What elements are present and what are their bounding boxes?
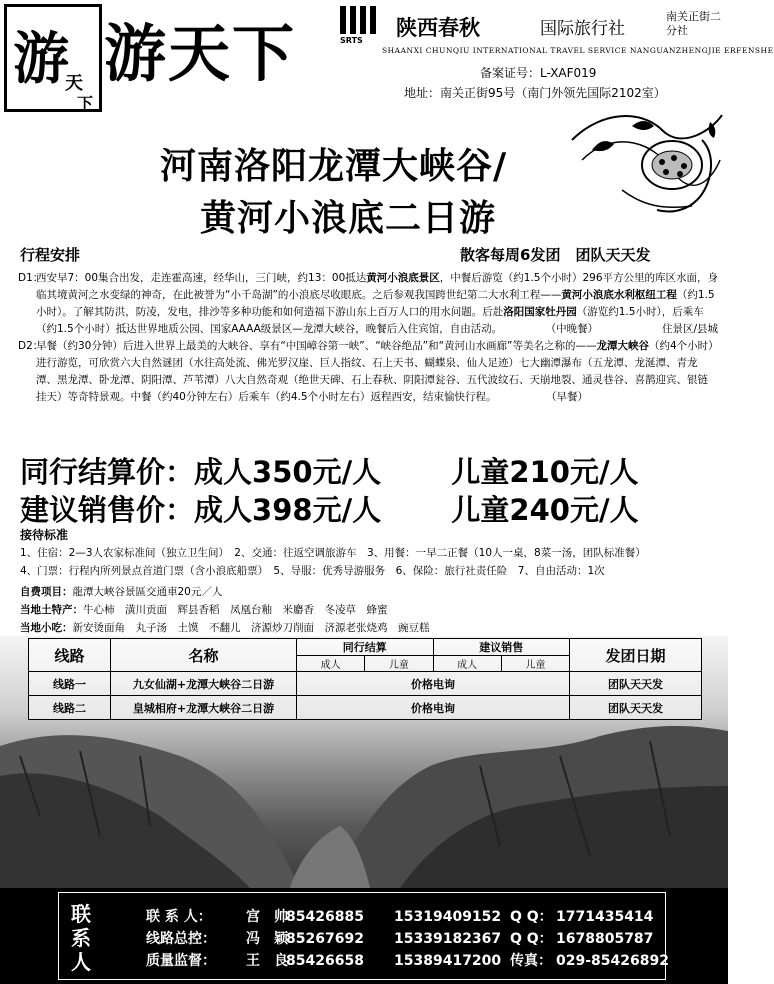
day-1-highlight-1: 黄河小浪底景区: [366, 272, 440, 284]
slogan: 游天下: [104, 17, 297, 90]
th-retail-adult: 成人: [433, 656, 501, 672]
standards-line-1: 1、住宿：2—3人农家标准间（独立卫生间） 2、交通：往返空调旅游车 3、用餐：一早二正餐（10人一桌，8菜一汤，团队标准餐）: [20, 547, 646, 559]
th-retail-child: 儿童: [501, 656, 569, 672]
org-branch: 南关正街二分社: [666, 10, 721, 37]
contact-role: 线路总控：: [146, 931, 216, 947]
contact-label: [66, 902, 96, 974]
title-line-1: 河南洛阳龙潭大峡谷/: [160, 146, 508, 187]
itinerary: [18, 270, 718, 406]
contact-row: [146, 906, 653, 926]
contact-phone: 85426885: [286, 909, 364, 925]
th-trade-adult: 成人: [297, 656, 365, 672]
org-type: 国际旅行社: [540, 19, 625, 39]
contact-extra-label: 传真：: [510, 953, 552, 969]
itinerary-header: 行程安排: [20, 246, 81, 264]
cell-name: 九女仙湖+龙潭大峡谷二日游: [111, 672, 297, 696]
table-row: [29, 672, 702, 696]
contact-label-char: 联: [71, 902, 91, 926]
itinerary-day-2: [18, 338, 718, 406]
self-pay-items: [20, 584, 222, 599]
day-1-meals: （中晚餐）: [545, 323, 599, 335]
departure-info: 散客每周6发团 团队天天发: [460, 246, 651, 264]
adult-trade-price: 350: [252, 455, 313, 489]
itinerary-day-1: [18, 270, 718, 338]
cell-date: 团队天天发: [570, 672, 702, 696]
day-2-text: 早餐（约30分钟）后进入世界上最美的大峡谷、享有“中国嶂谷第一峡”、“峡谷绝品”和“黄河山水画廊”等美名之称的——: [36, 340, 597, 352]
cell-price: 价格电询: [297, 672, 570, 696]
day-1-text: 西安早7：00集合出发，走连霍高速，经华山，三门峡，约13：00抵达: [36, 272, 367, 284]
header: [0, 0, 774, 118]
contact-mobile: 15339182367: [394, 931, 502, 947]
cell-route: 线路一: [29, 672, 111, 696]
th-date: 发团日期: [570, 639, 702, 672]
contact-mobile: 15389417200: [394, 953, 502, 969]
contact-row: [146, 928, 653, 948]
child-trade-price: 210: [509, 455, 570, 489]
contact-name: 冯 颖: [246, 931, 288, 947]
th-retail: 建议销售: [433, 639, 570, 656]
contact-label-char: 系: [71, 926, 91, 950]
contact-extra-value: 1678805787: [556, 931, 654, 947]
contact-name: 宫 帅: [246, 909, 288, 925]
trade-price-label: 同行结算价：: [20, 455, 195, 489]
trade-price-line: [20, 450, 639, 491]
license-number: 备案证号：L-XAF019: [480, 66, 597, 80]
company-logo-icon: [340, 6, 380, 46]
day-2-text-2: （约4个小时）进行游览，可欣赏六大自然谜团（水往高处流、佛光罗汉崖、巨人指纹、石上天书、蝴蝶泉、仙人足迹）七大幽潭瀑布（五龙潭、龙涎潭、青龙潭、黑龙潭、卧龙潭、阴阳潭、芦苇潭）八大自然奇观（绝世天碑、石上春秋、阴阳潭瓮谷、五代波纹石、天崩地裂、通灵巷谷、喜鹊迎宾、银链挂天）等奇特景观。中餐（约40分钟左右）后乘车（约4.5个小时左右）返程西安，结束愉快行程。: [36, 340, 714, 403]
local-snacks-label: 当地小吃：: [20, 622, 73, 634]
standards-header: 接待标准: [20, 528, 69, 542]
day-1-label: D1：: [18, 272, 44, 284]
contact-extra-value: 1771435414: [556, 909, 654, 925]
day-2-meals: （早餐）: [546, 391, 588, 403]
contact-row: [146, 950, 669, 970]
local-products: [20, 602, 388, 617]
logo-text: SRTS: [340, 36, 363, 45]
contact-role: 质量监督：: [146, 953, 216, 969]
seal-char-3: 下: [77, 94, 94, 113]
day-2-highlight: 龙潭大峡谷: [596, 340, 649, 352]
contact-extra-value: 029-85426892: [556, 953, 669, 969]
th-route: 线路: [29, 639, 111, 672]
day-1-highlight-2: 黄河小浪底水利枢纽工程: [561, 289, 677, 301]
contact-label-char: 人: [71, 950, 91, 974]
child-label: 儿童: [451, 493, 510, 527]
self-pay-label: 自费项目：: [20, 586, 73, 598]
contact-extra-label: Q Q：: [510, 931, 553, 947]
adult-label: 成人: [194, 455, 253, 489]
day-1-text-4: （游览约1.5小时），后乘车（约1.5个小时）抵达世界地质公园、国家AAAA级景区—龙潭大峡谷，晚餐后入住宾馆，自由活动。: [36, 306, 704, 335]
day-1-text-3: （约1.5小时）。了解其防洪，防凌，发电，排沙等多种功能和如何造福下游山东上百万人口的用水问题。后赴: [36, 289, 715, 318]
price-unit: 元/人: [569, 493, 639, 527]
price-unit: 元/人: [312, 455, 382, 489]
price-unit: 元/人: [569, 455, 639, 489]
local-products-text: 牛心柿 潢川贡面 辉县香稻 凤凰台釉 米麝香 冬凌草 蜂蜜: [83, 604, 388, 616]
contact-phone: 85267692: [286, 931, 364, 947]
table-row: [29, 696, 702, 720]
org-name-cn: 陕西春秋: [396, 16, 480, 40]
org-name-en: SHAANXI CHUNQIU INTERNATIONAL TRAVEL SERVICE NANGUANZHENGJIE ERFENSHE: [382, 46, 774, 55]
contact-role: 联 系 人：: [146, 909, 212, 925]
local-products-label: 当地土特产：: [20, 604, 83, 616]
contact-mobile: 15319409152: [394, 909, 502, 925]
adult-label: 成人: [194, 493, 253, 527]
cell-route: 线路二: [29, 696, 111, 720]
th-trade-child: 儿童: [365, 656, 433, 672]
seal-logo: [4, 4, 102, 112]
local-snacks: [20, 620, 430, 635]
adult-retail-price: 398: [252, 493, 313, 527]
th-trade: 同行结算: [297, 639, 434, 656]
local-snacks-text: 新安烫面角 丸子汤 土馍 不翻儿 济源炒刀削面 济源老张烧鸡 豌豆糕: [72, 622, 430, 634]
day-1-highlight-3: 洛阳国家牡丹园: [503, 306, 577, 318]
retail-price-label: 建议销售价：: [20, 493, 195, 527]
standards-line-2: 4、门票：行程内所列景点首道门票（含小浪底船票） 5、导服：优秀导游服务 6、保险：旅行社责任险 7、自由活动：1次: [20, 565, 605, 577]
address: 地址：南关正街95号（南门外领先国际2102室）: [404, 86, 666, 100]
child-retail-price: 240: [509, 493, 570, 527]
cell-name: 皇城相府+龙潭大峡谷二日游: [111, 696, 297, 720]
day-2-label: D2：: [18, 340, 44, 352]
routes-table: [28, 638, 702, 720]
price-unit: 元/人: [312, 493, 382, 527]
self-pay-text: 龍潭大峽谷景區交通車20元／人: [72, 586, 223, 598]
day-1-hotel: 住景区/县城: [661, 323, 718, 335]
child-label: 儿童: [451, 455, 510, 489]
seal-char-1: 游: [13, 26, 69, 92]
contact-extra-label: Q Q：: [510, 909, 553, 925]
title-line-2: 黄河小浪底二日游: [200, 198, 497, 239]
cell-price: 价格电询: [297, 696, 570, 720]
contact-phone: 85426658: [286, 953, 364, 969]
decorative-ornament-icon: [562, 110, 724, 220]
day-1-text-2: ，中餐后游览（约1.5个小时）296平方公里的库区水面，身临其境黄河之水变绿的神奇，在此被誉为“小千岛湖”的小浪底尽收眼底。之后参观我国跨世纪第二大水利工程——: [36, 272, 719, 301]
retail-price-line: [20, 488, 639, 529]
seal-char-2: 天: [65, 73, 83, 94]
contact-name: 王 良: [246, 953, 288, 969]
th-name: 名称: [111, 639, 297, 672]
cell-date: 团队天天发: [570, 696, 702, 720]
